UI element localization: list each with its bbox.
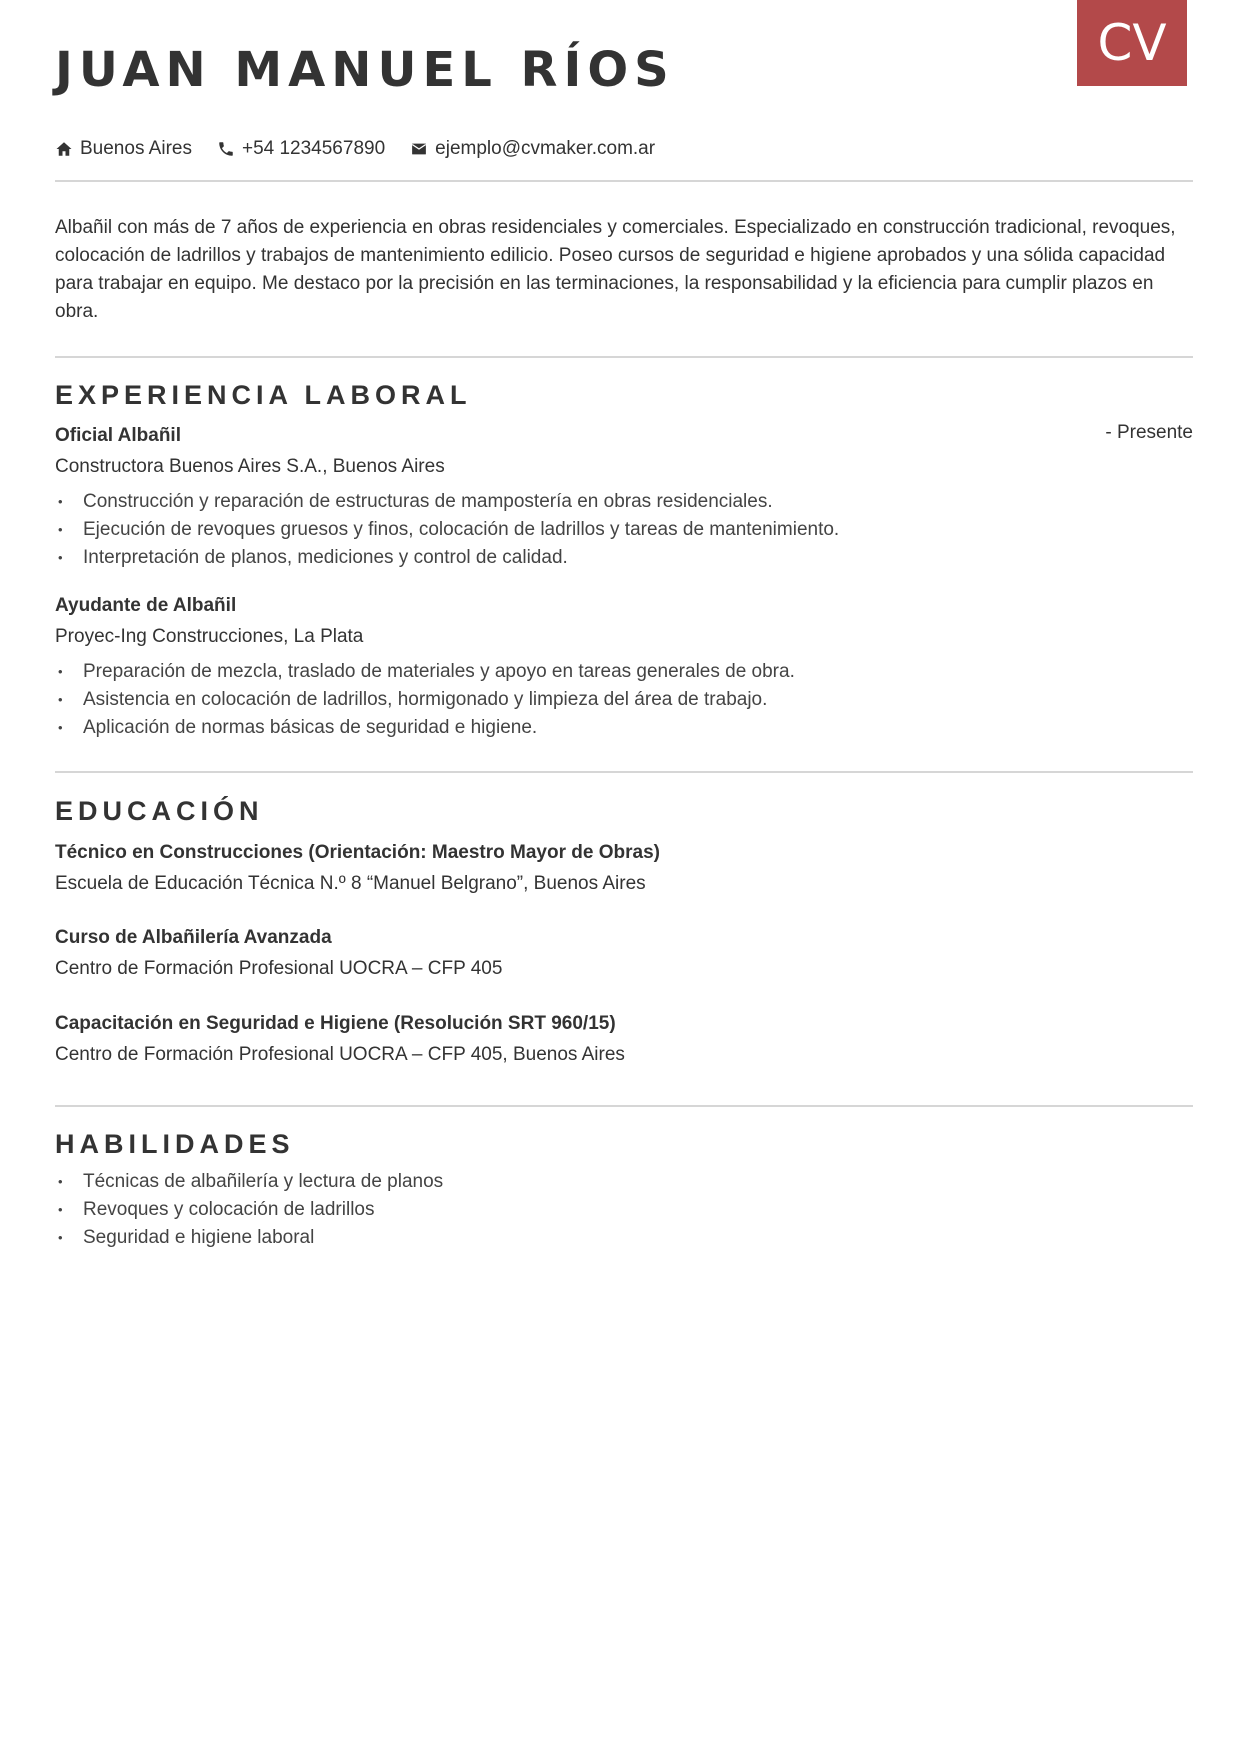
- education-title: Capacitación en Seguridad e Higiene (Resolución SRT 960/15): [55, 1013, 616, 1034]
- list-item: • Asistencia en colocación de ladrillos, hormigonado y limpieza del área de trabajo.: [55, 686, 795, 714]
- divider: [55, 356, 1193, 358]
- education-institution: Escuela de Educación Técnica N.º 8 “Manuel Belgrano”, Buenos Aires: [55, 873, 646, 894]
- contact-location-text: Buenos Aires: [80, 138, 192, 159]
- divider: [55, 771, 1193, 773]
- job-title: Ayudante de Albañil: [55, 595, 237, 616]
- contact-bar: [55, 138, 680, 160]
- list-item: • Seguridad e higiene laboral: [55, 1224, 443, 1252]
- section-title-experience: EXPERIENCIA LABORAL: [55, 380, 472, 410]
- list-item: • Interpretación de planos, mediciones y control de calidad.: [55, 544, 839, 572]
- job-date: - Presente: [1105, 422, 1193, 443]
- section-title-skills: HABILIDADES: [55, 1129, 295, 1159]
- phone-icon: [217, 140, 235, 158]
- education-institution: Centro de Formación Profesional UOCRA – CFP 405, Buenos Aires: [55, 1044, 625, 1065]
- candidate-name: JUAN MANUEL RÍOS: [55, 42, 675, 98]
- mail-icon: [410, 140, 428, 158]
- section-title-education: EDUCACIÓN: [55, 796, 264, 826]
- list-item: • Ejecución de revoques gruesos y finos, colocación de ladrillos y tareas de mantenimiento.: [55, 516, 839, 544]
- contact-email: [410, 138, 655, 160]
- job-bullets: [55, 658, 795, 742]
- contact-location: [55, 138, 192, 160]
- skills-list: [55, 1168, 443, 1252]
- education-title: Curso de Albañilería Avanzada: [55, 927, 332, 948]
- job-title: Oficial Albañil: [55, 425, 181, 446]
- contact-phone: [217, 138, 385, 160]
- list-item: • Aplicación de normas básicas de seguridad e higiene.: [55, 714, 795, 742]
- list-item: • Revoques y colocación de ladrillos: [55, 1196, 443, 1224]
- home-icon: [55, 140, 73, 158]
- contact-phone-text: +54 1234567890: [241, 138, 386, 159]
- job-bullets: [55, 488, 839, 572]
- job-company: Proyec-Ing Construcciones, La Plata: [55, 626, 364, 647]
- divider: [55, 180, 1193, 182]
- list-item: • Preparación de mezcla, traslado de materiales y apoyo en tareas generales de obra.: [55, 658, 795, 686]
- cv-badge: CV: [1077, 0, 1187, 86]
- profile-summary: Albañil con más de 7 años de experiencia en obras residenciales y comerciales. Especializado en construcción tradicional, revoques, colocación de ladrillos y trabajos de mantenimiento edilicio. Poseo cursos de seguridad e higiene aprobados y una sólida capacidad para trabajar en equipo. Me destaco por la precisión en las terminaciones, la responsabilidad y la eficiencia para cumplir plazos en obra.: [55, 217, 1176, 322]
- contact-email-text: ejemplo@cvmaker.com.ar: [435, 138, 656, 159]
- list-item: • Técnicas de albañilería y lectura de planos: [55, 1168, 443, 1196]
- education-institution: Centro de Formación Profesional UOCRA – CFP 405: [55, 958, 503, 979]
- education-title: Técnico en Construcciones (Orientación: Maestro Mayor de Obras): [55, 842, 660, 863]
- list-item: • Construcción y reparación de estructuras de mampostería en obras residenciales.: [55, 488, 839, 516]
- job-company: Constructora Buenos Aires S.A., Buenos Aires: [55, 456, 445, 477]
- divider: [55, 1105, 1193, 1107]
